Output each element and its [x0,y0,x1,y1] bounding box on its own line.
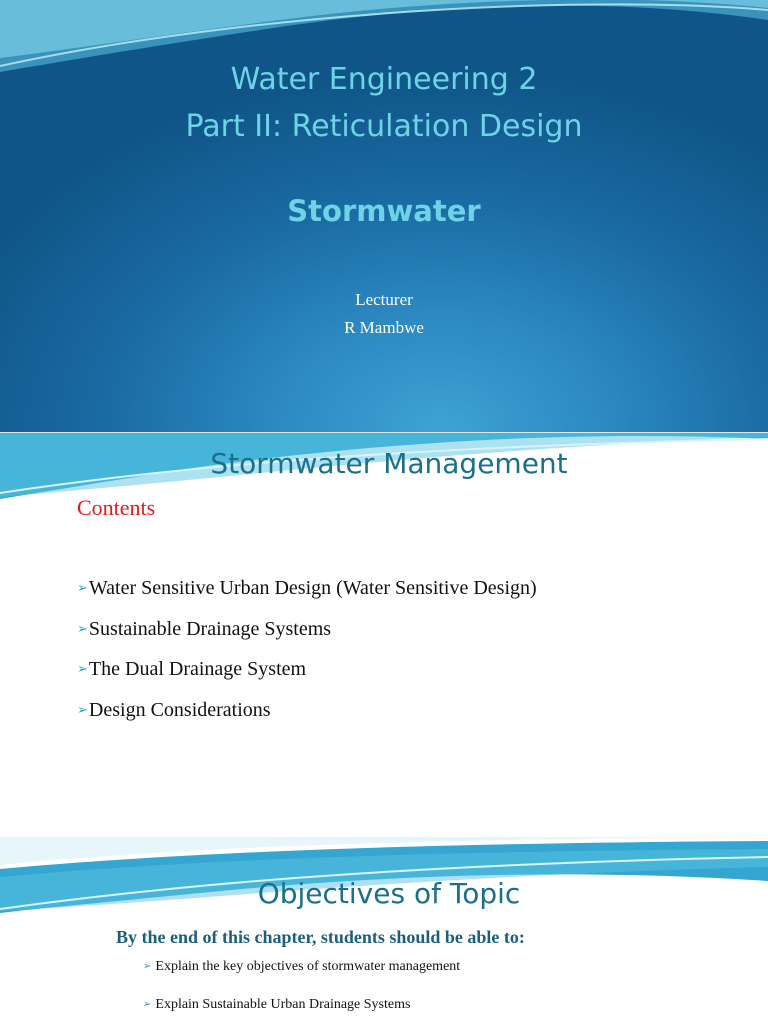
title-line-2: Part II: Reticulation Design [185,109,583,144]
list-item-text: Explain Sustainable Urban Drainage Systems [155,997,411,1012]
list-item-text: Sustainable Drainage Systems [88,617,332,640]
list-item [77,577,537,618]
list-item [143,997,460,1024]
lecturer-label: Lecturer [355,290,413,309]
arrow-bullet-icon: ➢ [143,961,152,972]
objectives-list [143,959,460,1024]
list-item-text: Explain the key objectives of stormwater management [155,959,461,974]
list-item [77,699,537,740]
list-item [143,959,460,997]
slide-heading: Objectives of Topic [257,877,521,910]
slide-heading: Stormwater Management [210,447,568,480]
arrow-bullet-icon: ➢ [77,661,88,676]
objectives-slide [0,837,768,1024]
list-item [77,658,537,699]
slide-subtitle: Stormwater [287,194,481,228]
list-item-text: Design Considerations [88,698,271,721]
objectives-lead: By the end of this chapter, students should be able to: [116,927,525,947]
lecturer-block [0,286,768,342]
contents-slide [0,432,768,838]
list-item [77,618,537,659]
arrow-bullet-icon: ➢ [143,999,152,1010]
list-item-text: Water Sensitive Urban Design (Water Sensitive Design) [88,577,537,599]
title-line-1: Water Engineering 2 [230,62,538,97]
contents-list [77,577,537,739]
contents-label: Contents [77,495,156,520]
arrow-bullet-icon: ➢ [77,580,88,595]
arrow-bullet-icon: ➢ [77,701,88,717]
list-item-text: The Dual Drainage System [88,658,307,680]
lecturer-name: R Mambwe [344,318,424,337]
arrow-bullet-icon: ➢ [77,620,88,636]
slide-title [0,56,768,150]
title-slide [0,0,768,432]
